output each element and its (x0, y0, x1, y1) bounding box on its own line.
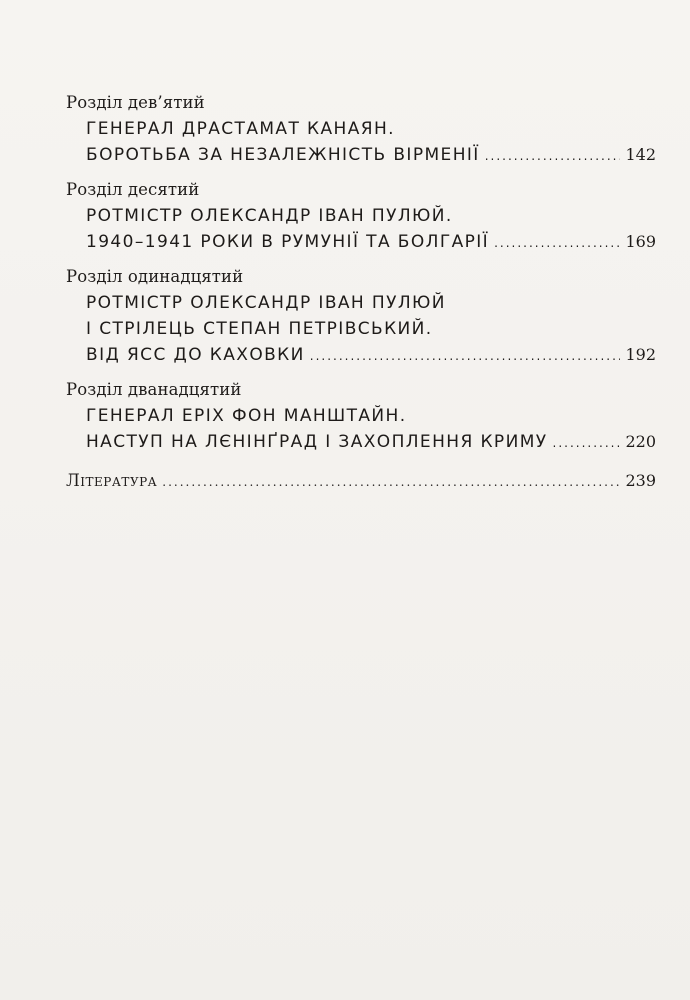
section-title-line: ГЕНЕРАЛ ДРАСТАМАТ КАНАЯН. (86, 119, 395, 139)
page-number: 192 (625, 345, 656, 364)
dot-leader (310, 343, 621, 369)
section-title-line: РОТМІСТР ОЛЕКСАНДР ІВАН ПУЛЮЙ (86, 293, 446, 313)
literature-label: Література (66, 471, 158, 490)
section-label: Розділ дванадцятий (66, 380, 242, 399)
section-title-line: ГЕНЕРАЛ ЕРІХ ФОН МАНШТАЙН. (86, 406, 407, 426)
toc-section-9 (66, 90, 656, 169)
section-title-last-line (66, 229, 656, 256)
section-title-text: НАСТУП НА ЛЄНІНҐРАД І ЗАХОПЛЕННЯ КРИМУ (86, 432, 548, 452)
page-number: 169 (625, 232, 656, 251)
dot-leader (553, 430, 621, 456)
dot-leader (485, 143, 621, 169)
dot-leader (494, 230, 620, 256)
section-title-text: 1940–1941 РОКИ В РУМУНІЇ ТА БОЛГАРІЇ (86, 232, 490, 252)
section-title-line: І СТРІЛЕЦЬ СТЕПАН ПЕТРІВСЬКИЙ. (86, 319, 433, 339)
toc-section-12 (66, 377, 656, 456)
section-label: Розділ десятий (66, 180, 200, 199)
toc-section-10 (66, 177, 656, 256)
toc-literature (66, 468, 656, 495)
section-title-last-line (66, 142, 656, 169)
section-label: Розділ одинадцятий (66, 267, 244, 286)
section-title-text: ВІД ЯСС ДО КАХОВКИ (86, 345, 305, 365)
table-of-contents (66, 90, 656, 495)
section-label: Розділ дев’ятий (66, 93, 205, 112)
section-title-last-line (66, 429, 656, 456)
section-title-last-line (66, 342, 656, 369)
section-title-text: БОРОТЬБА ЗА НЕЗАЛЕЖНІСТЬ ВІРМЕНІЇ (86, 145, 480, 165)
page-number: 239 (625, 471, 656, 490)
page-number: 220 (625, 432, 656, 451)
toc-section-11 (66, 264, 656, 369)
section-title-line: РОТМІСТР ОЛЕКСАНДР ІВАН ПУЛЮЙ. (86, 206, 453, 226)
page-number: 142 (625, 145, 656, 164)
dot-leader (162, 469, 620, 495)
